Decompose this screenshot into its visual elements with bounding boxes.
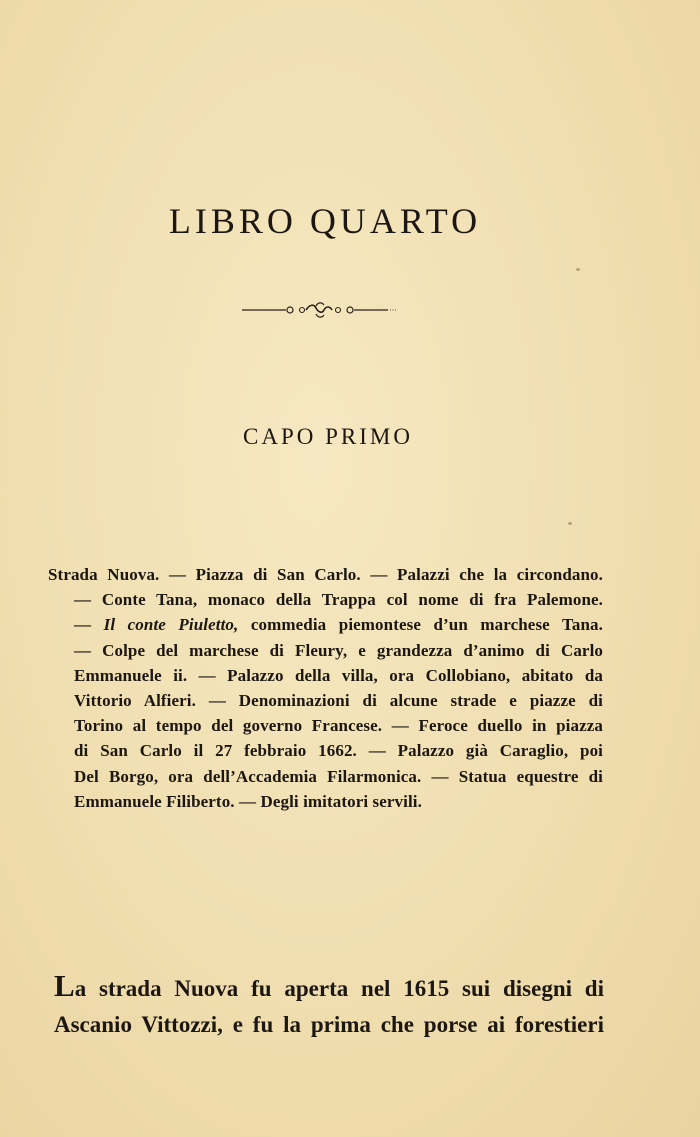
- summary-line: Torino al tempo del governo Francese. — Feroce duello in piazza: [74, 716, 603, 736]
- summary-dash: —: [74, 615, 104, 635]
- body-line: Ascanio Vittozzi, e fu la prima che porse ai forestieri: [54, 1012, 604, 1037]
- ornament-divider-icon: [240, 300, 400, 320]
- paper-speck: [576, 268, 580, 271]
- summary-line: Emmanuele Filiberto. — Degli imitatori servili.: [74, 791, 422, 811]
- paper-speck: [568, 522, 572, 525]
- summary-line: Vittorio Alfieri. — Denominazioni di alcune strade e piazze di: [74, 691, 603, 711]
- summary-line: [48, 612, 603, 637]
- play-title: Il conte Piuletto,: [103, 615, 239, 635]
- summary-line: — Conte Tana, monaco della Trappa col nome di fra Palemone.: [74, 590, 603, 610]
- body-paragraph: [54, 968, 604, 1043]
- summary-line: Strada Nuova. — Piazza di San Carlo. — Palazzi che la circondano.: [48, 565, 603, 584]
- drop-cap: L: [54, 968, 75, 1003]
- body-line: [54, 968, 604, 1007]
- book-title: LIBRO QUARTO: [168, 201, 482, 241]
- summary-text: commedia piemontese d’un marchese Tana.: [238, 615, 603, 635]
- summary-line: Emmanuele ii. — Palazzo della villa, ora Collobiano, abitato da: [74, 665, 603, 685]
- chapter-summary: [48, 562, 603, 814]
- summary-line: — Colpe del marchese di Fleury, e grandezza d’animo di Carlo: [74, 640, 603, 660]
- summary-line: Del Borgo, ora dell’Accademia Filarmonica. — Statua equestre di: [74, 766, 603, 786]
- summary-line: di San Carlo il 27 febbraio 1662. — Palazzo già Caraglio, poi: [74, 741, 603, 761]
- body-text: a strada Nuova fu aperta nel 1615 sui disegni di: [74, 976, 604, 1001]
- chapter-title: CAPO PRIMO: [243, 424, 413, 449]
